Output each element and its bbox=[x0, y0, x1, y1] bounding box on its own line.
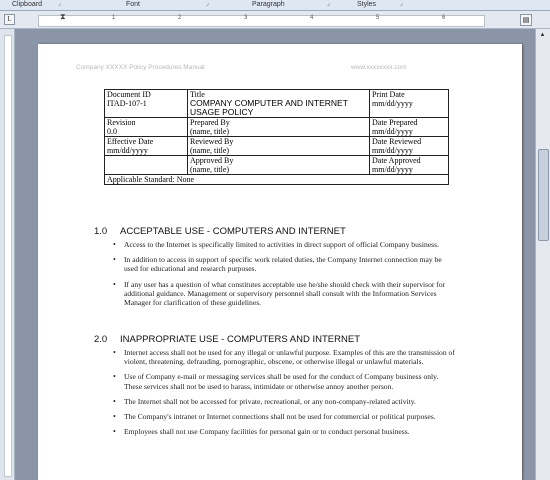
date-approved-cell bbox=[370, 156, 449, 175]
ruler-tick: 5 bbox=[376, 15, 380, 21]
section-title: INAPPROPRIATE USE - COMPUTERS AND INTERNET bbox=[120, 334, 360, 345]
section-title: ACCEPTABLE USE - COMPUTERS AND INTERNET bbox=[120, 226, 346, 237]
ribbon-group-paragraph[interactable]: Paragraph bbox=[252, 1, 285, 8]
section-2-bullets bbox=[108, 348, 456, 442]
standard-value: None bbox=[176, 175, 195, 184]
date-reviewed-cell bbox=[370, 137, 449, 156]
print-date-label: Print Date bbox=[372, 90, 405, 99]
ribbon-group-styles[interactable]: Styles bbox=[357, 1, 377, 8]
list-item: • Access to the Internet is specifically limited to activities in direct support of official Company business. bbox=[108, 240, 456, 249]
vertical-scrollbar[interactable] bbox=[535, 29, 550, 480]
document-info-table bbox=[104, 89, 449, 185]
prepared-by-label: Prepared By bbox=[190, 118, 230, 127]
date-approved-label: Date Approved bbox=[372, 156, 421, 165]
document-page[interactable] bbox=[38, 44, 522, 480]
date-approved-value: mm/dd/yyyy bbox=[372, 165, 413, 174]
list-item: • Use of Company e-mail or messaging services shall be used for the conduct of Company business only. These services shall not be used to harass, intimidate or otherwise annoy another person. bbox=[108, 372, 456, 390]
tab-selector[interactable]: L bbox=[4, 14, 15, 25]
ribbon-group-bar bbox=[0, 0, 550, 11]
approved-by-label: Approved By bbox=[190, 156, 234, 165]
section-number: 2.0 bbox=[94, 334, 108, 345]
horizontal-ruler[interactable] bbox=[0, 11, 550, 29]
approved-by-cell bbox=[188, 156, 370, 175]
view-ruler-icon[interactable]: ▤ bbox=[520, 14, 532, 26]
ruler-tick: 4 bbox=[310, 15, 314, 21]
list-item: • Employees shall not use Company facilities for personal gain or to conduct personal business. bbox=[108, 427, 456, 436]
date-reviewed-value: mm/dd/yyyy bbox=[372, 146, 413, 155]
section-heading bbox=[94, 334, 360, 345]
date-prepared-cell bbox=[370, 118, 449, 137]
prepared-by-cell bbox=[188, 118, 370, 137]
standard-cell bbox=[105, 175, 449, 185]
print-date-value: mm/dd/yyyy bbox=[372, 99, 413, 108]
ribbon-group-clipboard[interactable]: Clipboard bbox=[12, 1, 42, 8]
list-item: • The Company's intranet or Internet connections shall not be used for commercial or political purposes. bbox=[108, 412, 456, 421]
ruler-tick: 2 bbox=[178, 15, 182, 21]
ruler-tick: 3 bbox=[244, 15, 248, 21]
standard-label: Applicable Standard: bbox=[107, 175, 175, 184]
effective-date-value: mm/dd/yyyy bbox=[107, 146, 148, 155]
list-item: • The Internet shall not be accessed for private, recreational, or any non-company-related activity. bbox=[108, 397, 456, 406]
revision-cell bbox=[105, 118, 188, 137]
list-item: • In addition to access in support of specific work related duties, the Company Internet connection may be used for educational and research purposes. bbox=[108, 255, 456, 273]
doc-id-value: ITAD-107-1 bbox=[107, 99, 147, 108]
title-label: Title bbox=[190, 90, 205, 99]
page-header-left: Company XXXXX Policy Procedures Manual bbox=[76, 64, 205, 71]
empty-cell bbox=[105, 156, 188, 175]
dialog-launcher-icon[interactable]: ⌟ bbox=[206, 1, 209, 7]
revision-label: Revision bbox=[107, 118, 136, 127]
page-header-right: www.xxxxxxxx.com bbox=[351, 64, 407, 71]
indent-marker-icon[interactable]: ⧗ bbox=[60, 12, 66, 21]
date-reviewed-label: Date Reviewed bbox=[372, 137, 422, 146]
reviewed-by-value: (name, title) bbox=[190, 146, 230, 155]
doc-id-label: Document ID bbox=[107, 90, 151, 99]
title-cell bbox=[188, 90, 370, 118]
list-item: • If any user has a question of what constitutes acceptable use he/she should check with their supervisor for additional guidance. Management or supervisory personnel shall consult with the Information Services Manager for clarification of these guidelines. bbox=[108, 280, 456, 308]
section-number: 1.0 bbox=[94, 226, 108, 237]
ruler-tick: 1 bbox=[112, 15, 116, 21]
print-date-cell bbox=[370, 90, 449, 118]
ruler-tick: 6 bbox=[442, 15, 446, 21]
title-value: COMPANY COMPUTER AND INTERNET USAGE POLICY bbox=[190, 98, 348, 117]
effective-date-label: Effective Date bbox=[107, 137, 154, 146]
dialog-launcher-icon[interactable]: ⌟ bbox=[400, 1, 403, 7]
section-heading bbox=[94, 226, 346, 237]
scroll-up-icon[interactable]: ▲ bbox=[539, 32, 546, 38]
ribbon-group-font[interactable]: Font bbox=[126, 1, 141, 8]
doc-id-cell bbox=[105, 90, 188, 118]
reviewed-by-label: Reviewed By bbox=[190, 137, 234, 146]
vertical-ruler bbox=[0, 29, 15, 480]
dialog-launcher-icon[interactable]: ⌟ bbox=[58, 1, 61, 7]
vertical-ruler-bar bbox=[4, 35, 12, 477]
reviewed-by-cell bbox=[188, 137, 370, 156]
prepared-by-value: (name, title) bbox=[190, 127, 230, 136]
scrollbar-thumb[interactable] bbox=[538, 149, 549, 241]
dialog-launcher-icon[interactable]: ⌟ bbox=[327, 1, 330, 7]
revision-value: 0.0 bbox=[107, 127, 117, 136]
section-1-bullets bbox=[108, 240, 456, 313]
approved-by-value: (name, title) bbox=[190, 165, 230, 174]
list-item: • Internet access shall not be used for any illegal or unlawful purpose. Examples of this are the transmission of violent, threatening, defrauding, pornographic, obscene, or otherwise illegal or unlawful materials. bbox=[108, 348, 456, 366]
date-prepared-label: Date Prepared bbox=[372, 118, 418, 127]
ruler-bar[interactable] bbox=[38, 12, 485, 27]
effective-date-cell bbox=[105, 137, 188, 156]
date-prepared-value: mm/dd/yyyy bbox=[372, 127, 413, 136]
